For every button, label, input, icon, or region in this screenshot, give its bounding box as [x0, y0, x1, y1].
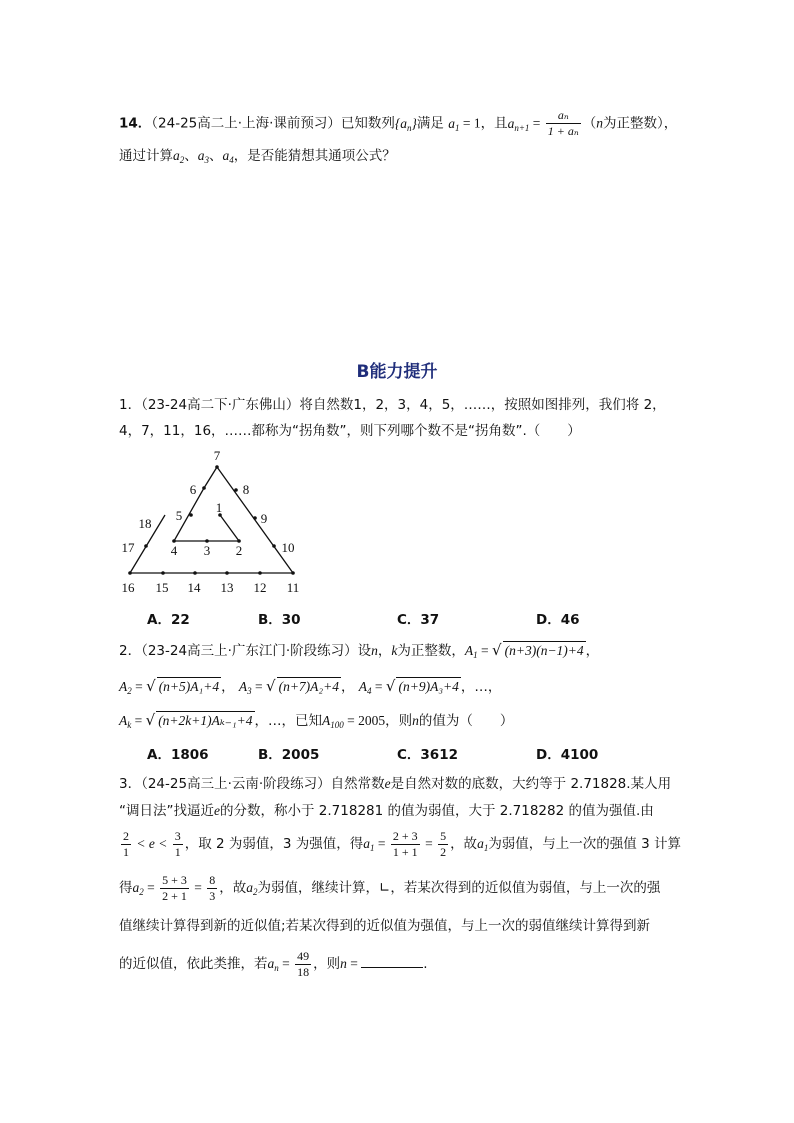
q14-a4: $a_4$ — [222, 148, 234, 165]
fig-label: 6 — [189, 482, 197, 497]
q3-line-1: 3．（24-25高三上·云南·阶段练习）自然常数e是自然对数的底数，大约等于 2.71828.某人用 — [119, 776, 672, 792]
section-title: B能力提升 — [356, 362, 438, 382]
q2-line-3: $A_k$ = √ (n+2k+1)Aₖ₋₁+4 ，…，已知$A_{100} = 2005$，则n的值为（ ） — [119, 711, 514, 730]
fig-label: 2 — [235, 543, 243, 558]
q3-frac-2-1: $\frac{2}{1}$ — [123, 828, 129, 859]
q14-seq: $\{a_n\}$ — [394, 115, 417, 133]
q2-Ak: $A_k$ — [119, 713, 132, 730]
q1-option-b: B．30 — [258, 612, 301, 628]
q2-A100: $A_{100}$ — [322, 713, 344, 730]
fig-label: 1 — [215, 500, 223, 515]
q2-A1-expr: (n+3)(n−1)+4 — [504, 643, 584, 658]
q2-option-a: A．1806 — [147, 747, 209, 763]
fig-label: 7 — [213, 448, 221, 463]
q14-text: 已知数列 — [340, 115, 395, 132]
q14-eq: = — [529, 115, 544, 131]
q14-line-2: 通过计算$a_2$、$a_3$、$a_4$，是否能猜想其通项公式？ — [119, 148, 396, 165]
q2-line-1: 2．（23-24高三上·广东江门·阶段练习）设n，k为正整数，$A_1$ = √ (n+3)(n−1)+4 ， — [119, 641, 600, 660]
q3-line-6: 的近似值，依此类推，若$a_n$ = $\frac{49}{18}$ ，则n = . — [119, 948, 428, 979]
q2-A3-expr: (n+7)A₂+4 — [278, 679, 339, 694]
q2-text: 2．（23-24高三上·广东江门·阶段练习）设 — [119, 643, 372, 659]
answer-blank[interactable] — [361, 953, 423, 968]
fig-label: 9 — [260, 511, 268, 526]
q1-option-a: A．22 — [147, 612, 190, 628]
q2-option-c: C．3612 — [397, 747, 458, 763]
fig-label: 15 — [155, 580, 169, 595]
q3-frac-5-over: $\frac{2 + 3}{1 + 1}$ — [392, 828, 418, 859]
q14-a3: $a_3$ — [197, 148, 209, 165]
q2-option-b: B．2005 — [258, 747, 320, 763]
q2-A1: $A_1$ — [464, 643, 478, 660]
q14-text: ，是否能猜想其通项公式？ — [233, 148, 396, 164]
q14-text: 为正整数）， — [603, 115, 678, 132]
q2-Ak-expr: (n+2k+1)Aₖ₋₁+4 — [158, 713, 253, 728]
fig-label: 12 — [253, 580, 267, 595]
fig-label: 10 — [281, 540, 295, 555]
fig-label: 13 — [220, 580, 234, 595]
q1-line-1: 1．（23-24高二下·广东佛山）将自然数1，2，3，4，5，……，按照如图排列，我们将 2， — [119, 397, 666, 413]
q14-rec-lhs: $a_{n+1}$ — [507, 115, 530, 133]
q3-frac-5-2: $\frac{5}{2}$ — [440, 828, 447, 859]
q2-A2: $A_2$ — [119, 679, 132, 696]
inner-path — [174, 467, 239, 541]
corner-number-figure — [112, 446, 312, 596]
q1-option-c: C．37 — [397, 612, 440, 628]
q14-rec-fraction: $\frac{\text{aₙ}}{\text{1 + aₙ}}$ — [547, 108, 579, 138]
q2-line-2: $A_2$ = √ (n+5)A₁+4 ， $A_3$ = √ (n+7)A₂+4 ， $A_4$ = √ (n+9)A₃+4 ，…， — [119, 677, 502, 696]
fig-label: 11 — [286, 580, 300, 595]
q3-line-4: 得$a_2$ = $\frac{5 + 3}{2 + 1}$ = $\frac{8}{3}$ ，故$a_2$为弱值，继续计算，∟，若某次得到的近似值为弱值，与上一次的强 — [119, 872, 661, 903]
q2-A4-expr: (n+9)A₃+4 — [398, 679, 459, 694]
q2-A4: $A_4$ — [358, 679, 372, 696]
q2-option-d: D．4100 — [536, 747, 599, 763]
figure-dots — [128, 465, 295, 575]
q14-line-1 — [119, 108, 677, 139]
q14-n: n — [596, 115, 604, 131]
fig-label: 18 — [138, 516, 152, 531]
fig-label: 3 — [203, 543, 211, 558]
q2-A3: $A_3$ — [238, 679, 252, 696]
q3-frac-8-over: $\frac{5 + 3}{2 + 1}$ — [162, 872, 187, 903]
q14-a2: $a_2$ — [173, 148, 185, 165]
q14-text: （ — [582, 115, 597, 132]
q3-frac-8-3: $\frac{8}{3}$ — [209, 872, 216, 903]
q3-frac-3-1: $\frac{3}{1}$ — [174, 828, 181, 859]
q14-source: （24-25高二上·上海·课前预习） — [151, 115, 341, 132]
outer-path — [130, 467, 293, 573]
q1-line-2: 4，7，11，16，……都称为“拐角数”，则下列哪个数不是“拐角数”.（ ） — [119, 423, 581, 439]
fig-label: 5 — [175, 508, 183, 523]
fig-label: 8 — [242, 482, 250, 497]
q1-option-d: D．46 — [536, 612, 580, 628]
q14-cond: $a_1$ — [448, 115, 460, 133]
q14-text: 满足 — [416, 115, 444, 132]
q14-cond-rhs: = 1 — [459, 115, 481, 131]
q14-text: 通过计算 — [119, 148, 173, 164]
fig-label: 4 — [170, 543, 178, 558]
fig-label: 16 — [121, 580, 135, 595]
q14-text: ，且 — [480, 115, 508, 132]
q14-number: 14． — [119, 115, 152, 132]
fig-label: 14 — [187, 580, 201, 595]
q3-frac-49-18: $\frac{49}{18}$ — [297, 948, 310, 979]
q3-line-3: $\frac{2}{1}$ < e < $\frac{3}{1}$ ，取 2 为弱值，3 为强值，得$a_1$ = $\frac{2 + 3}{1 + 1}$ = $\frac{5}{2}$ ，故$a_1$为弱值，与上一次的强值 3 计算 — [123, 828, 681, 859]
q3-line-2: “调日法”找逼近e的分数，称小于 2.718281 的值为弱值，大于 2.718282 的值为强值.由 — [119, 803, 654, 819]
q2-A2-expr: (n+5)A₁+4 — [158, 679, 220, 694]
q3-line-5: 值继续计算得到新的近似值;若某次得到的近似值为强值，与上一次的弱值继续计算得到新 — [119, 918, 651, 934]
fig-label: 17 — [121, 540, 135, 555]
